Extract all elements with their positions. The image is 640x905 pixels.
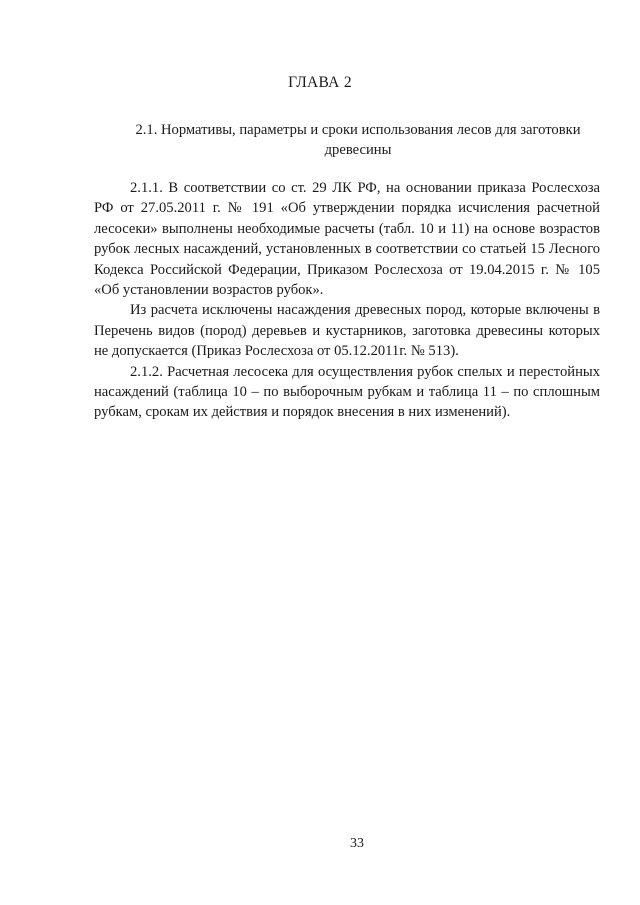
page-number: 33 — [350, 836, 364, 851]
paragraph-exclusions: Из расчета исключены насаждения древесных пород, которые включены в Перечень видов (пород) деревьев и кустарников, заготовка древесины которых не допускается (Приказ Рослесхоза от 05.12.2011г. № 513). — [94, 302, 600, 360]
section-title-line-1: 2.1. Нормативы, параметры и сроки использования лесов для заготовки — [135, 122, 581, 138]
paragraph-2-1-2: 2.1.2. Расчетная лесосека для осуществления рубок спелых и перестойных насаждений (таблица 10 – по выборочным рубкам и таблица 11 – по сплошным рубкам, срокам их действия и порядок внесения в них изменений). — [94, 363, 600, 421]
body-text — [94, 178, 600, 423]
section-title-line-2: древесины — [324, 142, 392, 158]
paragraph-2-1-1: 2.1.1. В соответствии со ст. 29 ЛК РФ, на основании приказа Рослесхоза РФ от 27.05.2011 г. № 191 «Об утверждении порядка исчисления расчетной лесосеки» выполнены необходимые расчеты (табл. 10 и 11) на основе возрастов рубок лесных насаждений, установленных в соответствии со статьей 15 Лесного Кодекса Российской Федерации, Приказом Рослесхоза от 19.04.2015 г. № 105 «Об установлении возрастов рубок». — [94, 180, 600, 299]
chapter-heading: ГЛАВА 2 — [288, 74, 352, 91]
section-title — [118, 120, 598, 160]
